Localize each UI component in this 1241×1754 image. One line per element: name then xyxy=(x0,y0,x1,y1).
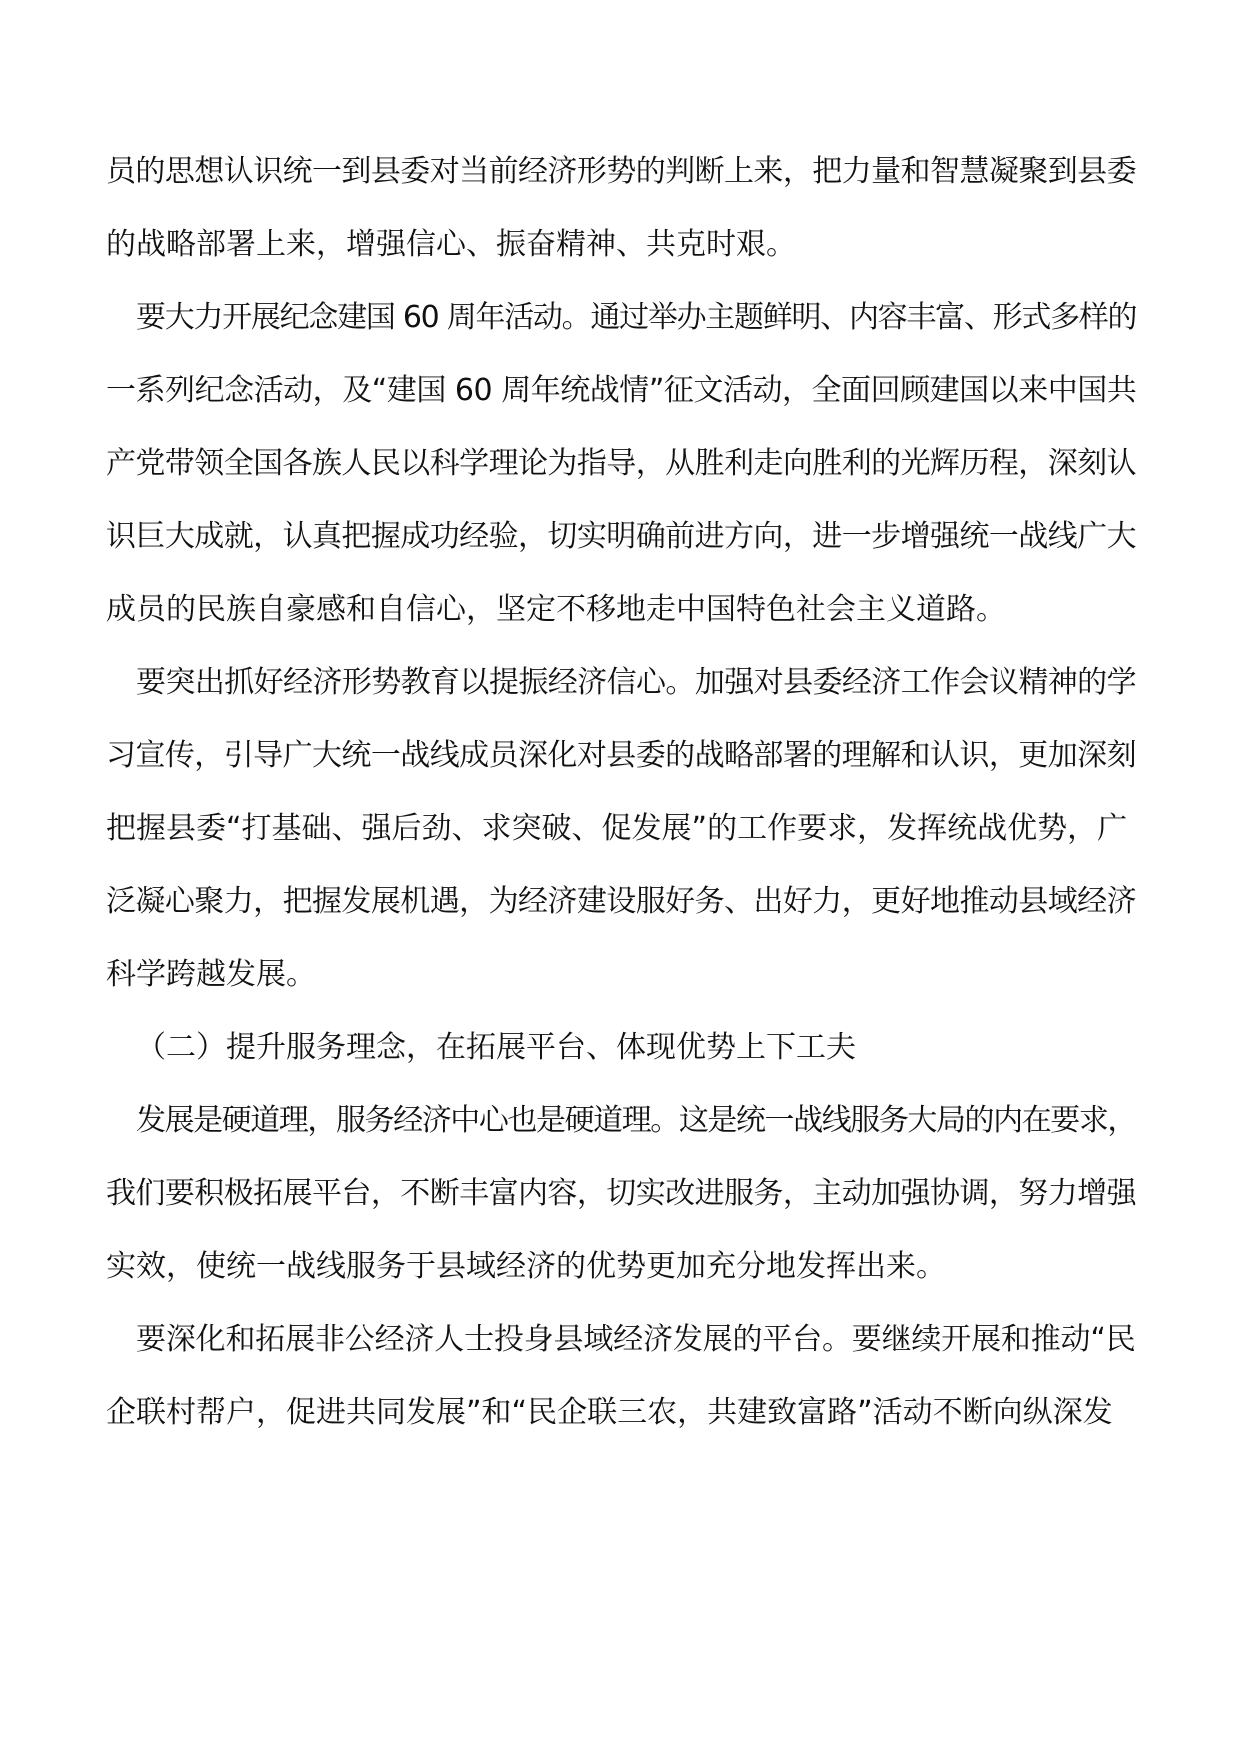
text-line: 实效，使统一战线服务于县域经济的优势更加充分地发挥出来。 xyxy=(106,1249,946,1284)
text-line: 我们要积极拓展平台，不断丰富内容，切实改进服务，主动加强协调，努力增强 xyxy=(106,1176,1137,1211)
paragraph-start-line: 要深化和拓展非公经济人士投身县域经济发展的平台。要继续开展和推动“民 xyxy=(136,1322,1136,1357)
text-line: 把握县委“打基础、强后劲、求突破、促发展”的工作要求，发挥统战优势，广 xyxy=(106,811,1128,846)
section-heading: （二）提升服务理念，在拓展平台、体现优势上下工夫 xyxy=(136,1030,856,1065)
text-line: 识巨大成就，认真把握成功经验，切实明确前进方向，进一步增强统一战线广大 xyxy=(106,519,1137,554)
text-line: 习宣传，引导广大统一战线成员深化对县委的战略部署的理解和认识，更加深刻 xyxy=(106,738,1137,773)
text-line: 一系列纪念活动，及“建国 60 周年统战情”征文活动，全面回顾建国以来中国共 xyxy=(106,373,1137,408)
text-line: 员的思想认识统一到县委对当前经济形势的判断上来，把力量和智慧凝聚到县委 xyxy=(106,154,1137,189)
text-line: 泛凝心聚力，把握发展机遇，为经济建设服好务、出好力，更好地推动县域经济 xyxy=(106,884,1137,919)
text-line: 的战略部署上来，增强信心、振奋精神、共克时艰。 xyxy=(106,227,796,262)
text-line: 企联村帮户，促进共同发展”和“民企联三农，共建致富路”活动不断向纵深发 xyxy=(106,1395,1113,1430)
paragraph-start-line: 发展是硬道理，服务经济中心也是硬道理。这是统一战线服务大局的内在要求， xyxy=(136,1103,1136,1138)
text-line: 产党带领全国各族人民以科学理论为指导，从胜利走向胜利的光辉历程，深刻认 xyxy=(106,446,1137,481)
text-line: 成员的民族自豪感和自信心，坚定不移地走中国特色社会主义道路。 xyxy=(106,592,1006,627)
paragraph-start-line: 要大力开展纪念建国 60 周年活动。通过举办主题鲜明、内容丰富、形式多样的 xyxy=(136,300,1137,335)
text-line: 科学跨越发展。 xyxy=(106,957,316,992)
paragraph-start-line: 要突出抓好经济形势教育以提振经济信心。加强对县委经济工作会议精神的学 xyxy=(136,665,1137,700)
